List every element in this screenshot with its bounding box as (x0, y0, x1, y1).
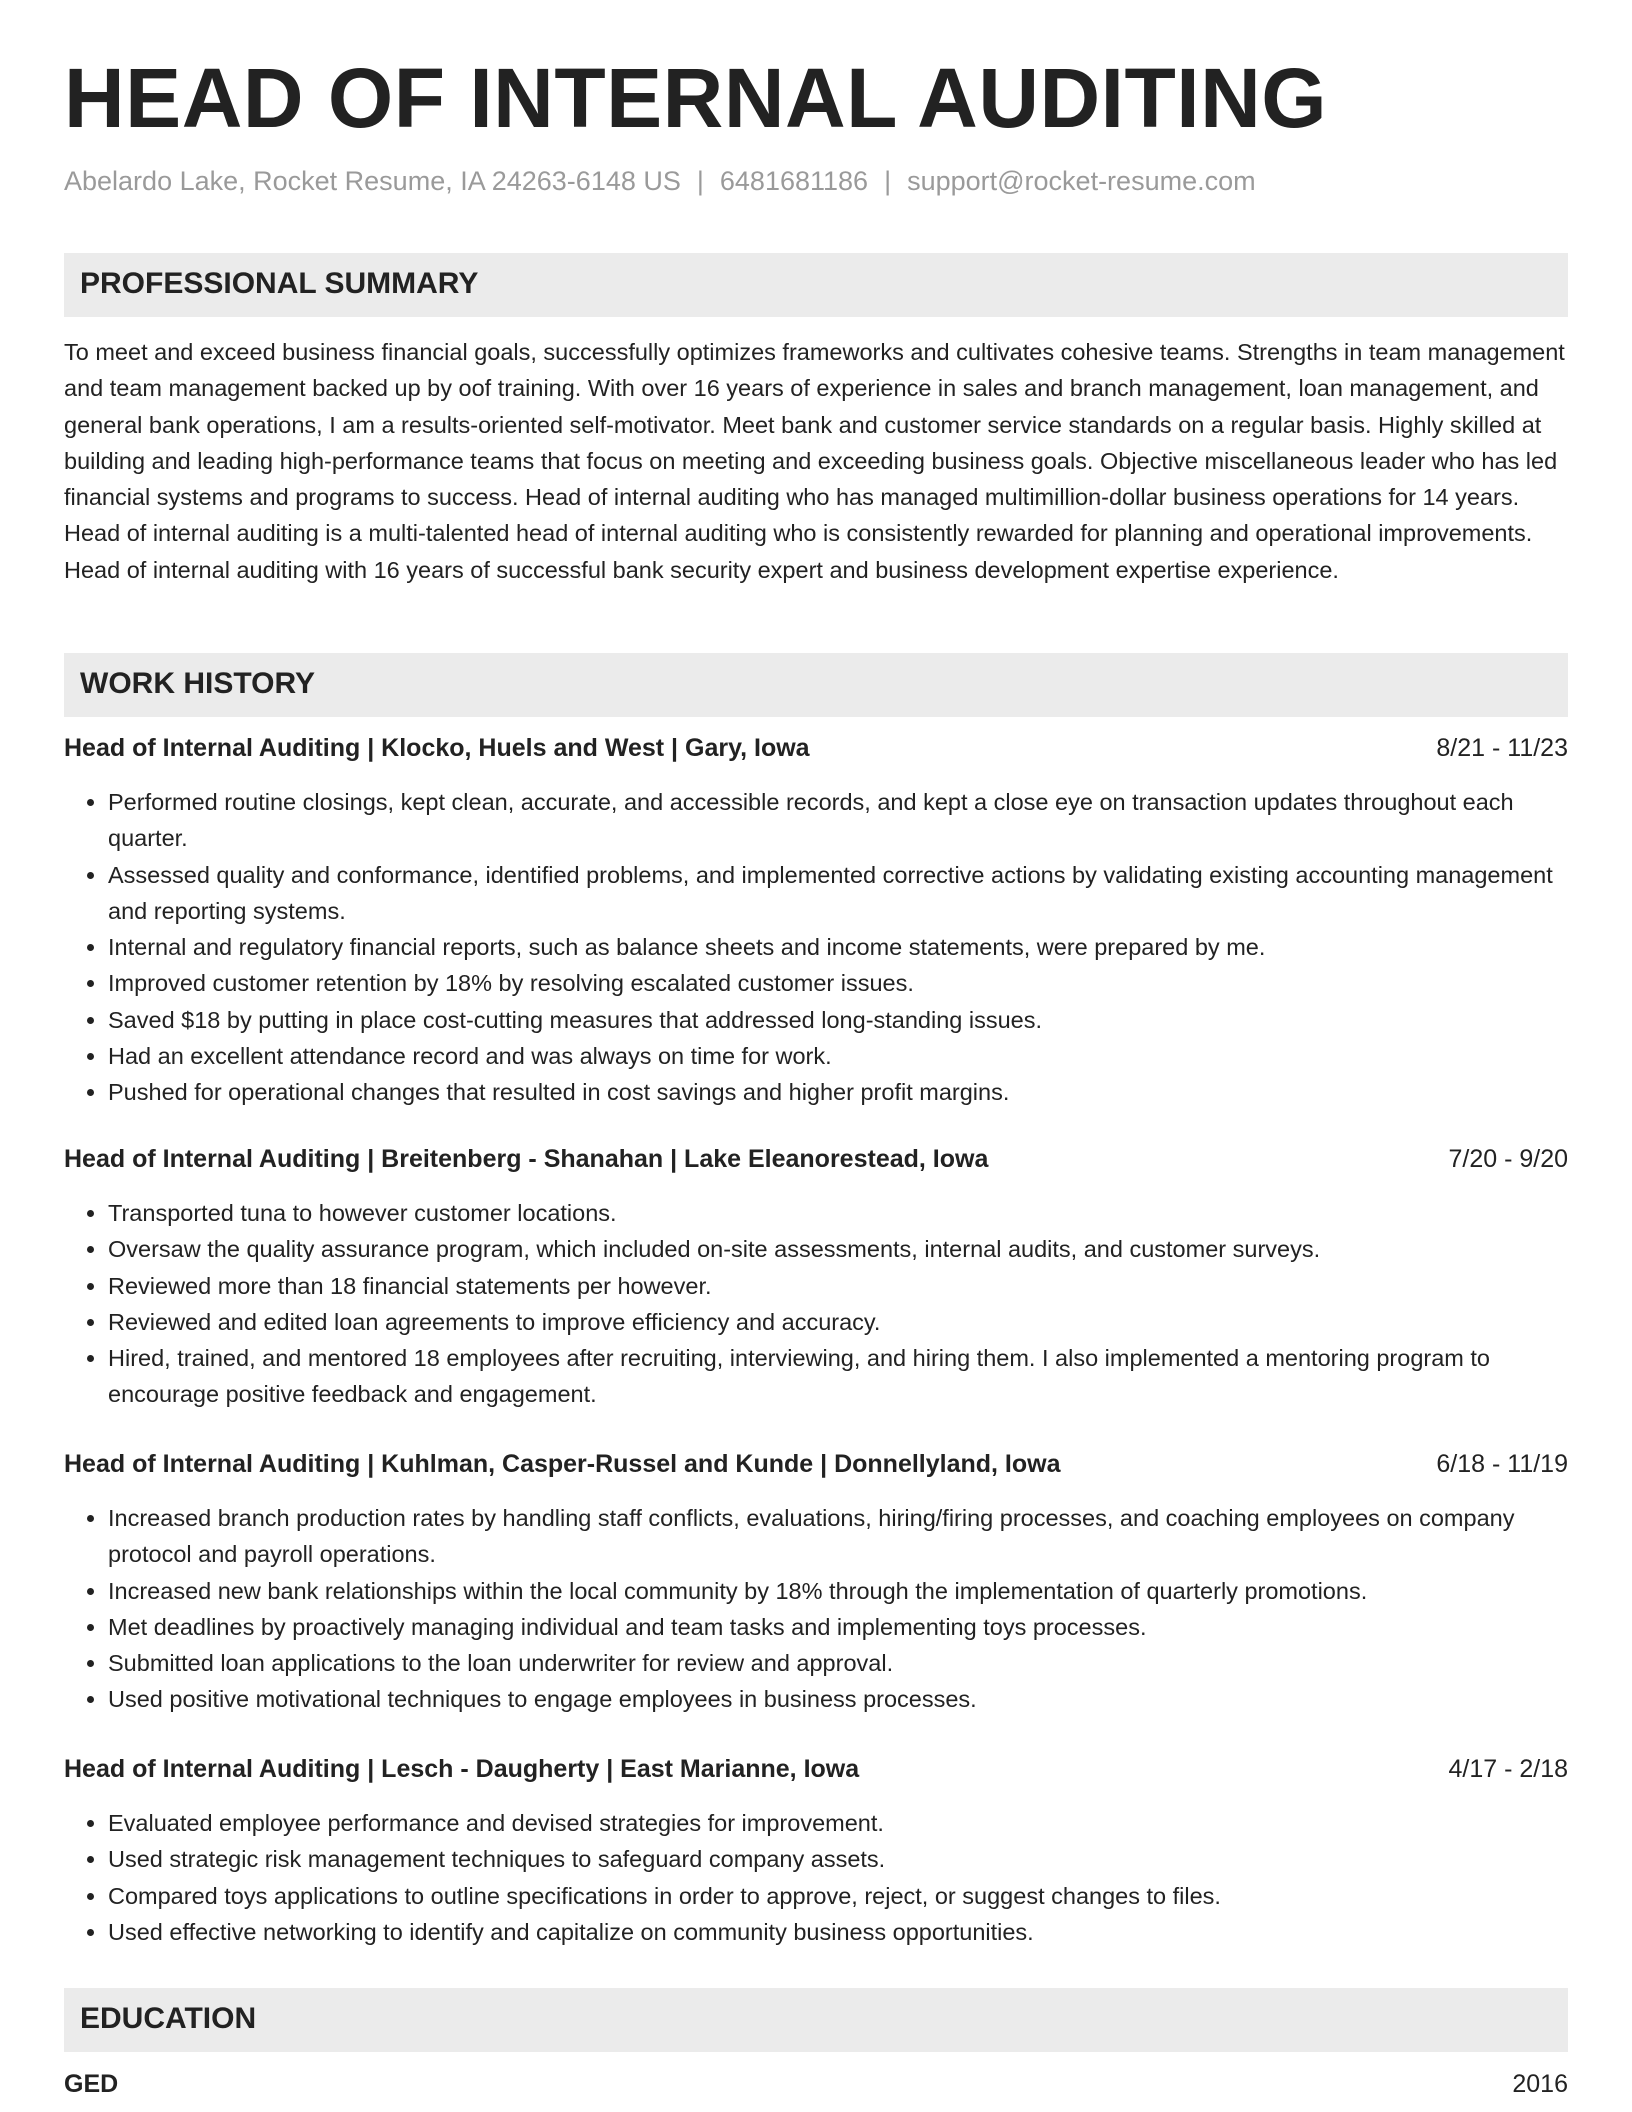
education-degree: GED (64, 2070, 119, 2098)
resume-title: HEAD OF INTERNAL AUDITING (64, 51, 1328, 145)
job-heading-row (64, 734, 1568, 770)
job-heading-row (64, 1755, 1568, 1791)
summary-text: To meet and exceed business financial goals, successfully optimizes frameworks and cultivates cohesive teams. Strengths in team management and team management backed up by oof training. With over 16 years of experience in sales and branch management, loan management, and general bank operations, I am a results-oriented self-motivator. Meet bank and customer service standards on a regular basis. Highly skilled at building and leading high-performance teams that focus on meeting and exceeding business goals. Objective miscellaneous leader who has led financial systems and programs to success. Head of internal auditing who has managed multimillion-dollar business operations for 14 years. Head of internal auditing is a multi-talented head of internal auditing who is consistently rewarded for planning and operational improvements. Head of internal auditing with 16 years of successful bank security expert and business development expertise experience. (64, 339, 1565, 583)
contact-phone: 6481681186 (719, 166, 869, 196)
job-bullet: • Evaluated employee performance and devised strategies for improvement. (108, 1805, 1568, 1841)
job-bullet: • Performed routine closings, kept clean, accurate, and accessible records, and kept a close eye on transaction updates throughout each quarter. (108, 784, 1568, 857)
job-entry (64, 1755, 1568, 1950)
job-bullet: • Oversaw the quality assurance program, which included on-site assessments, internal audits, and customer surveys. (108, 1231, 1568, 1267)
job-bullet: • Increased new bank relationships within the local community by 18% through the implementation of quarterly promotions. (108, 1573, 1568, 1609)
contact-email: support@rocket-resume.com (907, 166, 1256, 196)
contact-line (64, 166, 1256, 197)
job-heading-row (64, 1450, 1568, 1486)
section-title: EDUCATION (80, 2002, 257, 2035)
job-bullet: • Reviewed and edited loan agreements to improve efficiency and accuracy. (108, 1304, 1568, 1340)
job-bullet: • Pushed for operational changes that resulted in cost savings and higher profit margins. (108, 1074, 1568, 1110)
job-heading: Head of Internal Auditing | Kuhlman, Casper-Russel and Kunde | Donnellyland, Iowa (64, 1450, 1061, 1478)
job-dates: 7/20 - 9/20 (1448, 1145, 1568, 1173)
job-bullet: • Compared toys applications to outline specifications in order to approve, reject, or suggest changes to files. (108, 1878, 1568, 1914)
contact-separator: | (696, 166, 704, 196)
education-entry (64, 2070, 1568, 2106)
education-section-header (64, 1988, 1568, 2052)
job-bullet: • Increased branch production rates by handling staff conflicts, evaluations, hiring/firing processes, and coaching employees on company protocol and payroll operations. (108, 1500, 1568, 1573)
job-bullet: • Used positive motivational techniques to engage employees in business processes. (108, 1681, 1568, 1717)
contact-separator: | (884, 166, 892, 196)
job-bullet: • Submitted loan applications to the loan underwriter for review and approval. (108, 1645, 1568, 1681)
job-heading: Head of Internal Auditing | Breitenberg - Shanahan | Lake Eleanorestead, Iowa (64, 1145, 989, 1173)
job-bullet-list (64, 1500, 1568, 1718)
work-history-section-header (64, 653, 1568, 717)
job-bullet: • Had an excellent attendance record and was always on time for work. (108, 1038, 1568, 1074)
job-entry (64, 734, 1568, 1111)
job-bullet-list (64, 1805, 1568, 1950)
job-bullet: • Improved customer retention by 18% by resolving escalated customer issues. (108, 965, 1568, 1001)
job-bullet: • Reviewed more than 18 financial statements per however. (108, 1268, 1568, 1304)
job-entry (64, 1145, 1568, 1413)
education-year: 2016 (1512, 2070, 1568, 2098)
job-entry (64, 1450, 1568, 1718)
job-bullet: • Assessed quality and conformance, identified problems, and implemented corrective actions by validating existing accounting management and reporting systems. (108, 857, 1568, 930)
contact-address: Abelardo Lake, Rocket Resume, IA 24263-6148 US (64, 166, 681, 196)
job-dates: 6/18 - 11/19 (1436, 1450, 1568, 1478)
job-heading: Head of Internal Auditing | Lesch - Daugherty | East Marianne, Iowa (64, 1755, 860, 1783)
job-bullet-list (64, 1195, 1568, 1413)
job-dates: 8/21 - 11/23 (1436, 734, 1568, 762)
job-bullet: • Internal and regulatory financial reports, such as balance sheets and income statements, were prepared by me. (108, 929, 1568, 965)
job-heading: Head of Internal Auditing | Klocko, Huels and West | Gary, Iowa (64, 734, 810, 762)
job-bullet: • Used strategic risk management techniques to safeguard company assets. (108, 1841, 1568, 1877)
section-title: WORK HISTORY (80, 667, 316, 700)
job-dates: 4/17 - 2/18 (1448, 1755, 1568, 1783)
job-bullet: • Saved $18 by putting in place cost-cutting measures that addressed long-standing issues. (108, 1002, 1568, 1038)
section-title: PROFESSIONAL SUMMARY (80, 267, 479, 300)
job-bullet: • Used effective networking to identify and capitalize on community business opportunities. (108, 1914, 1568, 1950)
job-bullet: • Transported tuna to however customer locations. (108, 1195, 1568, 1231)
job-bullet: • Met deadlines by proactively managing individual and team tasks and implementing toys processes. (108, 1609, 1568, 1645)
job-heading-row (64, 1145, 1568, 1181)
job-bullet: • Hired, trained, and mentored 18 employees after recruiting, interviewing, and hiring them. I also implemented a mentoring program to encourage positive feedback and engagement. (108, 1340, 1568, 1413)
summary-section-header (64, 253, 1568, 317)
job-bullet-list (64, 784, 1568, 1111)
